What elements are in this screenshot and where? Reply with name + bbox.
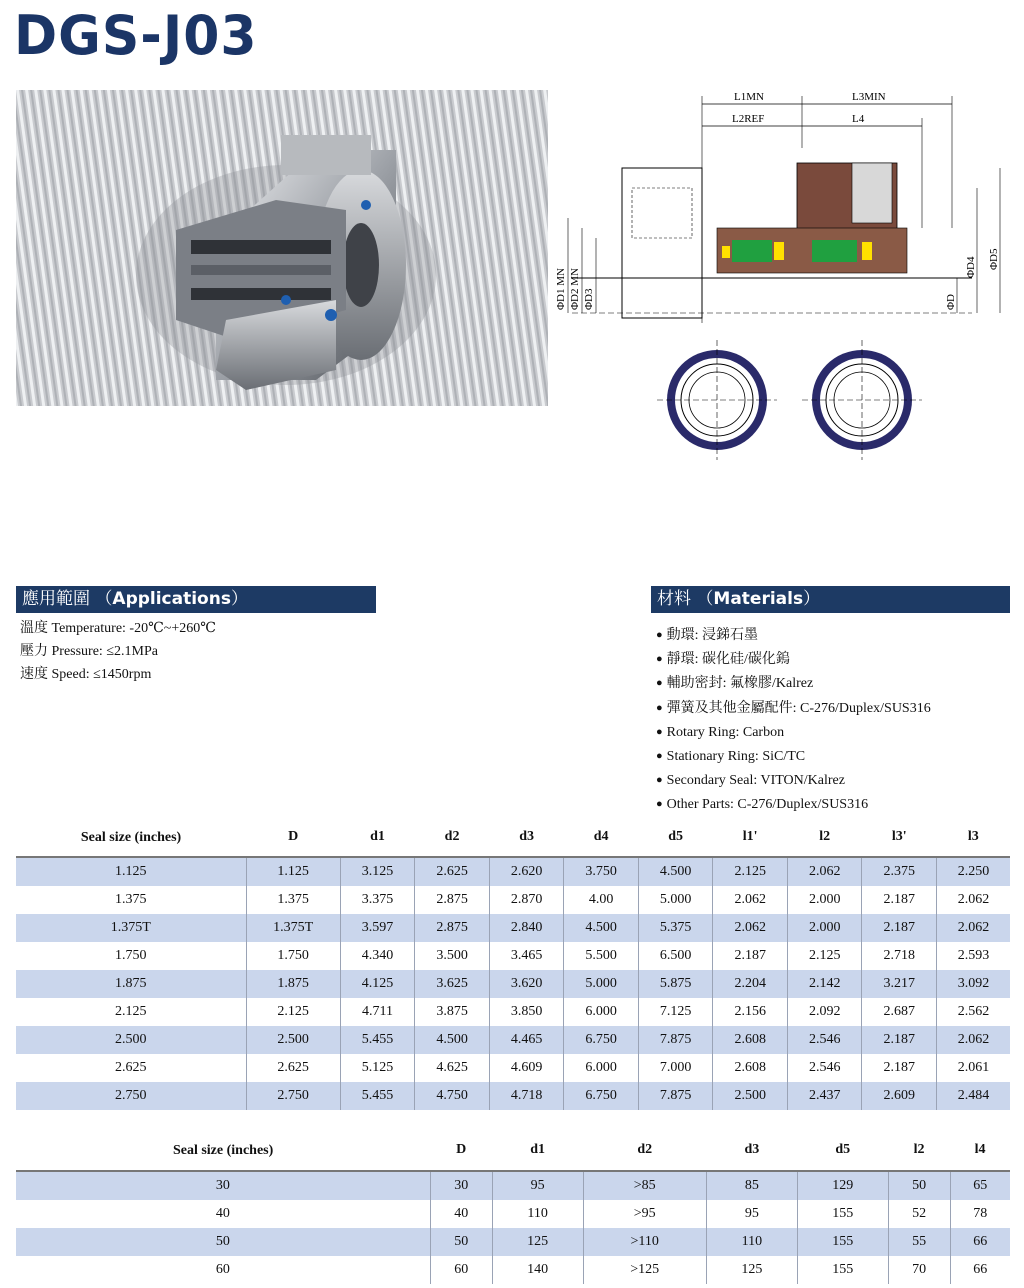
dim-l2-label: L2REF — [732, 113, 765, 125]
table-cell: 2.625 — [16, 1054, 246, 1082]
dim-d2-label: ΦD2 MN — [569, 268, 581, 310]
table-cell: 2.687 — [862, 998, 937, 1026]
material-item: ● 靜環: 碳化硅/碳化鎢 — [656, 648, 931, 672]
table-cell: 40 — [16, 1200, 430, 1228]
table-cell: 65 — [950, 1171, 1010, 1200]
dim-d1-label: ΦD1 MN — [555, 268, 567, 310]
material-item: ● 彈簧及其他金屬配件: C-276/Duplex/SUS316 — [656, 697, 931, 721]
table-header-cell: d1 — [340, 818, 415, 857]
dim-l1-label: L1MN — [734, 91, 764, 103]
table-row — [16, 1026, 1010, 1054]
table-cell: 50 — [430, 1228, 492, 1256]
materials-header: 材料 （Materials） — [651, 586, 1010, 613]
table-cell: 1.125 — [16, 857, 246, 886]
application-item: 速度 Speed: ≤1450rpm — [20, 667, 152, 682]
table-cell: 4.465 — [489, 1026, 564, 1054]
table-cell: 7.875 — [638, 1082, 713, 1110]
seal-cross-section-drawing — [552, 88, 1022, 468]
table-header-cell: l3' — [862, 818, 937, 857]
table-cell: 2.546 — [787, 1054, 862, 1082]
table-cell: 2.187 — [862, 914, 937, 942]
table-cell: 3.597 — [340, 914, 415, 942]
dim-d3-label: ΦD3 — [583, 288, 595, 310]
table-cell: 1.375T — [246, 914, 340, 942]
table-cell: 2.375 — [862, 857, 937, 886]
table-cell: 5.455 — [340, 1082, 415, 1110]
table-cell: 2.062 — [787, 857, 862, 886]
dimension-table-metric — [16, 1130, 1010, 1284]
material-item: ● 輔助密封: 氟橡膠/Kalrez — [656, 672, 931, 696]
table-header-cell: d2 — [583, 1130, 706, 1171]
table-cell: 2.187 — [862, 886, 937, 914]
table-cell: 1.875 — [16, 970, 246, 998]
application-item: 溫度 Temperature: -20℃~+260℃ — [20, 621, 216, 636]
table-cell: 129 — [797, 1171, 888, 1200]
table-cell: 3.375 — [340, 886, 415, 914]
table-cell: 2.000 — [787, 886, 862, 914]
table-cell: 2.187 — [862, 1026, 937, 1054]
table-cell: 2.562 — [937, 998, 1010, 1026]
dimension-table-inch — [16, 818, 1010, 1110]
table-cell: 2.187 — [862, 1054, 937, 1082]
table-cell: 2.062 — [937, 914, 1010, 942]
table-cell: 155 — [797, 1228, 888, 1256]
dim-d4-label: ΦD4 — [965, 256, 977, 278]
table-header-cell: d3 — [489, 818, 564, 857]
table-header-cell: l1' — [713, 818, 788, 857]
table-cell: 2.062 — [937, 1026, 1010, 1054]
table-cell: 4.125 — [340, 970, 415, 998]
applications-header-cn: 應用範圍 — [22, 589, 90, 609]
table-cell: 2.500 — [16, 1026, 246, 1054]
table-cell: 2.609 — [862, 1082, 937, 1110]
table-cell: 4.500 — [564, 914, 639, 942]
table-cell: 1.875 — [246, 970, 340, 998]
table-cell: 140 — [492, 1256, 583, 1284]
table-cell: 4.340 — [340, 942, 415, 970]
table-cell: 5.875 — [638, 970, 713, 998]
table-cell: 2.125 — [713, 857, 788, 886]
table-cell: 2.142 — [787, 970, 862, 998]
table-row — [16, 1082, 1010, 1110]
table-cell: 60 — [430, 1256, 492, 1284]
table-header-cell: l3 — [937, 818, 1010, 857]
table-cell: 5.125 — [340, 1054, 415, 1082]
table-cell: 6.500 — [638, 942, 713, 970]
table-cell: 66 — [950, 1256, 1010, 1284]
table-row — [16, 914, 1010, 942]
table-cell: 2.608 — [713, 1054, 788, 1082]
table-row — [16, 1054, 1010, 1082]
table-header-cell: d5 — [638, 818, 713, 857]
table-cell: 6.000 — [564, 998, 639, 1026]
applications-header: 應用範圍 （Applications） — [16, 586, 376, 613]
table-cell: 7.875 — [638, 1026, 713, 1054]
table-header-cell: d4 — [564, 818, 639, 857]
table-cell: 2.484 — [937, 1082, 1010, 1110]
table-cell: 2.125 — [246, 998, 340, 1026]
table-cell: 1.750 — [246, 942, 340, 970]
table-cell: >125 — [583, 1256, 706, 1284]
table-cell: 4.609 — [489, 1054, 564, 1082]
table-cell: 155 — [797, 1200, 888, 1228]
material-item: ● Stationary Ring: SiC/TC — [656, 745, 931, 769]
table-cell: 2.625 — [415, 857, 490, 886]
dim-d-label: ΦD — [945, 294, 957, 310]
table-cell: 3.850 — [489, 998, 564, 1026]
table-header-cell: d5 — [797, 1130, 888, 1171]
table-header-cell: d1 — [492, 1130, 583, 1171]
material-item: ● Secondary Seal: VITON/Kalrez — [656, 769, 931, 793]
table-cell: 2.125 — [16, 998, 246, 1026]
table-cell: >85 — [583, 1171, 706, 1200]
table-row — [16, 998, 1010, 1026]
table-cell: 50 — [888, 1171, 950, 1200]
table-cell: 2.092 — [787, 998, 862, 1026]
table-cell: 1.375 — [16, 886, 246, 914]
material-item: ● Other Parts: C-276/Duplex/SUS316 — [656, 793, 931, 817]
table-cell: 2.840 — [489, 914, 564, 942]
table-cell: 2.718 — [862, 942, 937, 970]
table-row — [16, 1200, 1010, 1228]
table-header-cell: D — [246, 818, 340, 857]
table-cell: 66 — [950, 1228, 1010, 1256]
table-cell: 3.465 — [489, 942, 564, 970]
table-cell: 2.608 — [713, 1026, 788, 1054]
materials-header-cn: 材料 — [657, 589, 691, 609]
table-cell: 2.750 — [246, 1082, 340, 1110]
table-cell: 2.250 — [937, 857, 1010, 886]
material-item: ● 動環: 浸銻石墨 — [656, 624, 931, 648]
table-cell: 2.062 — [713, 886, 788, 914]
table-cell: 2.204 — [713, 970, 788, 998]
table-header-cell: d3 — [706, 1130, 797, 1171]
table-cell: 4.00 — [564, 886, 639, 914]
table-cell: 2.156 — [713, 998, 788, 1026]
table-cell: 2.187 — [713, 942, 788, 970]
table-row — [16, 1228, 1010, 1256]
table-cell: 5.500 — [564, 942, 639, 970]
table-header-row — [16, 1130, 1010, 1171]
application-item: 壓力 Pressure: ≤2.1MPa — [20, 644, 158, 659]
table-cell: 2.546 — [787, 1026, 862, 1054]
table-cell: 78 — [950, 1200, 1010, 1228]
product-title: DGS-J03 — [14, 4, 258, 68]
table-header-cell: d2 — [415, 818, 490, 857]
table-cell: 1.125 — [246, 857, 340, 886]
table-cell: 4.718 — [489, 1082, 564, 1110]
table-cell: 2.062 — [937, 886, 1010, 914]
materials-list — [656, 624, 931, 818]
table-cell: 110 — [706, 1228, 797, 1256]
applications-header-en: Applications — [112, 589, 231, 609]
table-cell: 2.500 — [713, 1082, 788, 1110]
table-cell: 3.125 — [340, 857, 415, 886]
table-cell: 2.625 — [246, 1054, 340, 1082]
dim-l3-label: L3MIN — [852, 91, 886, 103]
table-cell: 70 — [888, 1256, 950, 1284]
table-header-cell: D — [430, 1130, 492, 1171]
table-cell: 95 — [492, 1171, 583, 1200]
table-cell: 52 — [888, 1200, 950, 1228]
table-cell: 6.750 — [564, 1082, 639, 1110]
table-cell: 1.750 — [16, 942, 246, 970]
table-row — [16, 886, 1010, 914]
table-header-cell: l2 — [787, 818, 862, 857]
table-header-cell: Seal size (inches) — [16, 818, 246, 857]
table-cell: 50 — [16, 1228, 430, 1256]
table-cell: 60 — [16, 1256, 430, 1284]
table-cell: 5.455 — [340, 1026, 415, 1054]
table-cell: 2.125 — [787, 942, 862, 970]
table-header-cell: l2 — [888, 1130, 950, 1171]
table-header-row — [16, 818, 1010, 857]
table-cell: 4.711 — [340, 998, 415, 1026]
table-cell: 85 — [706, 1171, 797, 1200]
table-cell: 95 — [706, 1200, 797, 1228]
table-row — [16, 1256, 1010, 1284]
table-cell: 3.750 — [564, 857, 639, 886]
table-cell: 125 — [492, 1228, 583, 1256]
material-item: ● Rotary Ring: Carbon — [656, 721, 931, 745]
table-cell: 2.750 — [16, 1082, 246, 1110]
table-row — [16, 970, 1010, 998]
table-cell: 2.500 — [246, 1026, 340, 1054]
table-cell: 3.620 — [489, 970, 564, 998]
table-cell: 5.000 — [564, 970, 639, 998]
table-cell: 6.000 — [564, 1054, 639, 1082]
table-cell: 3.092 — [937, 970, 1010, 998]
table-cell: 3.875 — [415, 998, 490, 1026]
table-cell: 2.620 — [489, 857, 564, 886]
table-header-cell: Seal size (inches) — [16, 1130, 430, 1171]
dim-l4-label: L4 — [852, 113, 865, 125]
table-cell: 3.625 — [415, 970, 490, 998]
table-row — [16, 942, 1010, 970]
table-cell: >110 — [583, 1228, 706, 1256]
table-cell: 3.217 — [862, 970, 937, 998]
table-cell: 1.375T — [16, 914, 246, 942]
table-cell: 5.375 — [638, 914, 713, 942]
table-cell: 2.593 — [937, 942, 1010, 970]
table-row — [16, 1171, 1010, 1200]
table-cell: 3.500 — [415, 942, 490, 970]
table-cell: 7.125 — [638, 998, 713, 1026]
table-cell: 2.870 — [489, 886, 564, 914]
table-cell: 40 — [430, 1200, 492, 1228]
table-header-cell: l4 — [950, 1130, 1010, 1171]
materials-header-en: Materials — [713, 589, 804, 609]
dim-d5-label: ΦD5 — [988, 248, 1000, 270]
table-cell: 4.625 — [415, 1054, 490, 1082]
table-cell: 2.000 — [787, 914, 862, 942]
table-cell: 2.061 — [937, 1054, 1010, 1082]
table-cell: 4.500 — [638, 857, 713, 886]
table-cell: 55 — [888, 1228, 950, 1256]
table-row — [16, 857, 1010, 886]
table-cell: 30 — [430, 1171, 492, 1200]
table-cell: 4.500 — [415, 1026, 490, 1054]
table-cell: 4.750 — [415, 1082, 490, 1110]
table-cell: 2.875 — [415, 886, 490, 914]
table-cell: 2.437 — [787, 1082, 862, 1110]
table-cell: >95 — [583, 1200, 706, 1228]
table-cell: 2.875 — [415, 914, 490, 942]
product-photo — [16, 90, 548, 406]
table-cell: 30 — [16, 1171, 430, 1200]
table-cell: 7.000 — [638, 1054, 713, 1082]
table-cell: 2.062 — [713, 914, 788, 942]
table-cell: 110 — [492, 1200, 583, 1228]
table-cell: 155 — [797, 1256, 888, 1284]
table-cell: 1.375 — [246, 886, 340, 914]
table-cell: 6.750 — [564, 1026, 639, 1054]
table-cell: 5.000 — [638, 886, 713, 914]
applications-list — [20, 617, 216, 686]
table-cell: 125 — [706, 1256, 797, 1284]
